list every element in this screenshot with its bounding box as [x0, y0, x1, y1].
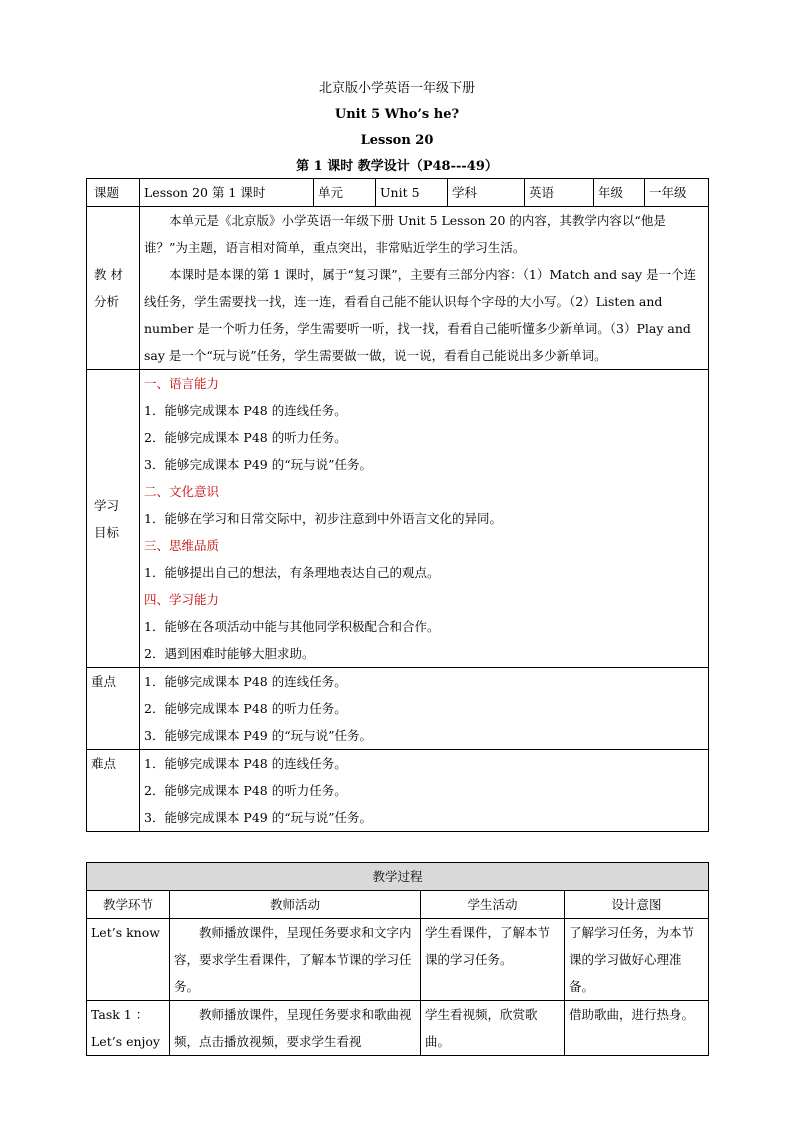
header-teacher: 教师活动 [170, 891, 421, 919]
header-intent: 设计意图 [565, 891, 709, 919]
document-title-block [0, 76, 794, 180]
teacher-activity-cell: 教师播放课件，呈现任务要求和歌曲视频，点击播放视频，要求学生看视 [170, 1001, 421, 1056]
goals-label: 学习 目标 [87, 370, 140, 668]
key-points-row [87, 668, 709, 750]
process-title: 教学过程 [87, 863, 709, 891]
student-activity-cell: 学生看视频，欣赏歌曲。 [421, 1001, 565, 1056]
lesson-title: Lesson 20 [360, 133, 434, 148]
goal-section-heading: 二、文化意识 [144, 484, 220, 499]
book-title: 北京版小学英语一年级下册 [318, 81, 475, 96]
difficulties-row [87, 750, 709, 832]
key-points-content [140, 668, 709, 750]
goal-item: 1．能够在学习和日常交际中，初步注意到中外语言文化的异同。 [144, 511, 502, 526]
student-activity-cell: 学生看课件，了解本节课的学习任务。 [421, 919, 565, 1001]
topic-label: 课题 [87, 179, 140, 207]
key-points-label: 重点 [87, 668, 140, 750]
goal-item: 2．遇到困难时能够大胆求助。 [144, 646, 315, 661]
difficulties-label: 难点 [87, 750, 140, 832]
design-intent-cell: 借助歌曲，进行热身。 [565, 1001, 709, 1056]
goal-section-heading: 一、语言能力 [144, 376, 220, 391]
period-title: 第 1 课时 教学设计（P48---49） [296, 159, 498, 174]
goals-row [87, 370, 709, 668]
goal-item: 2．能够完成课本 P48 的听力任务。 [144, 430, 347, 445]
design-intent-cell: 了解学习任务，为本节课的学习做好心理准备。 [565, 919, 709, 1001]
info-row [87, 179, 709, 207]
analysis-label: 教 材 分析 [87, 207, 140, 370]
difficulty-item: 2．能够完成课本 P48 的听力任务。 [144, 783, 347, 798]
subject-label: 学科 [448, 179, 525, 207]
analysis-content [140, 207, 709, 370]
topic-value: Lesson 20 第 1 课时 [140, 179, 314, 207]
grade-label: 年级 [594, 179, 645, 207]
step-cell: Let’s know [87, 919, 170, 1001]
lesson-info-table [86, 178, 709, 832]
goal-section-heading: 三、思维品质 [144, 538, 220, 553]
process-header-row [87, 891, 709, 919]
subject-value: 英语 [525, 179, 594, 207]
goal-item: 1．能够提出自己的想法，有条理地表达自己的观点。 [144, 565, 440, 580]
step-cell: Task 1 ： Let’s enjoy [87, 1001, 170, 1056]
grade-value: 一年级 [645, 179, 709, 207]
process-title-row [87, 863, 709, 891]
key-point-item: 2．能够完成课本 P48 的听力任务。 [144, 701, 347, 716]
unit-title: Unit 5 Who’s he? [334, 107, 460, 122]
goal-section-heading: 四、学习能力 [144, 592, 220, 607]
difficulties-content [140, 750, 709, 832]
key-point-item: 3．能够完成课本 P49 的“玩与说”任务。 [144, 728, 372, 743]
key-point-item: 1．能够完成课本 P48 的连线任务。 [144, 674, 347, 689]
analysis-paragraph: 本单元是《北京版》小学英语一年级下册 Unit 5 Lesson 20 的内容，其教学内容以“他是谁？”为主题，语言相对简单，重点突出，非常贴近学生的学习生活。 [144, 213, 666, 255]
header-student: 学生活动 [421, 891, 565, 919]
header-step: 教学环节 [87, 891, 170, 919]
analysis-row [87, 207, 709, 370]
goal-item: 1．能够完成课本 P48 的连线任务。 [144, 403, 347, 418]
difficulty-item: 3．能够完成课本 P49 的“玩与说”任务。 [144, 810, 372, 825]
teacher-activity-cell: 教师播放课件，呈现任务要求和文字内容，要求学生看课件，了解本节课的学习任务。 [170, 919, 421, 1001]
difficulty-item: 1．能够完成课本 P48 的连线任务。 [144, 756, 347, 771]
goal-item: 3．能够完成课本 P49 的“玩与说”任务。 [144, 457, 372, 472]
process-row [87, 919, 709, 1001]
goals-content [140, 370, 709, 668]
analysis-paragraph: 本课时是本课的第 1 课时，属于“复习课”，主要有三部分内容：（1）Match and say 是一个连线任务，学生需要找一找，连一连，看看自己能不能认识每个字母的大小写。（2）Listen and number 是一个听力任务，学生需要听一听，找一找，看看自己能听懂多少新单词。（3）Play and say 是一个“玩与说”任务，学生需要做一做，说一说，看看自己能说出多少新单词。 [144, 267, 697, 363]
goal-item: 1．能够在各项活动中能与其他同学积极配合和合作。 [144, 619, 440, 634]
teaching-process-table [86, 862, 709, 1056]
process-row [87, 1001, 709, 1056]
unit-label: 单元 [314, 179, 376, 207]
unit-value: Unit 5 [376, 179, 448, 207]
